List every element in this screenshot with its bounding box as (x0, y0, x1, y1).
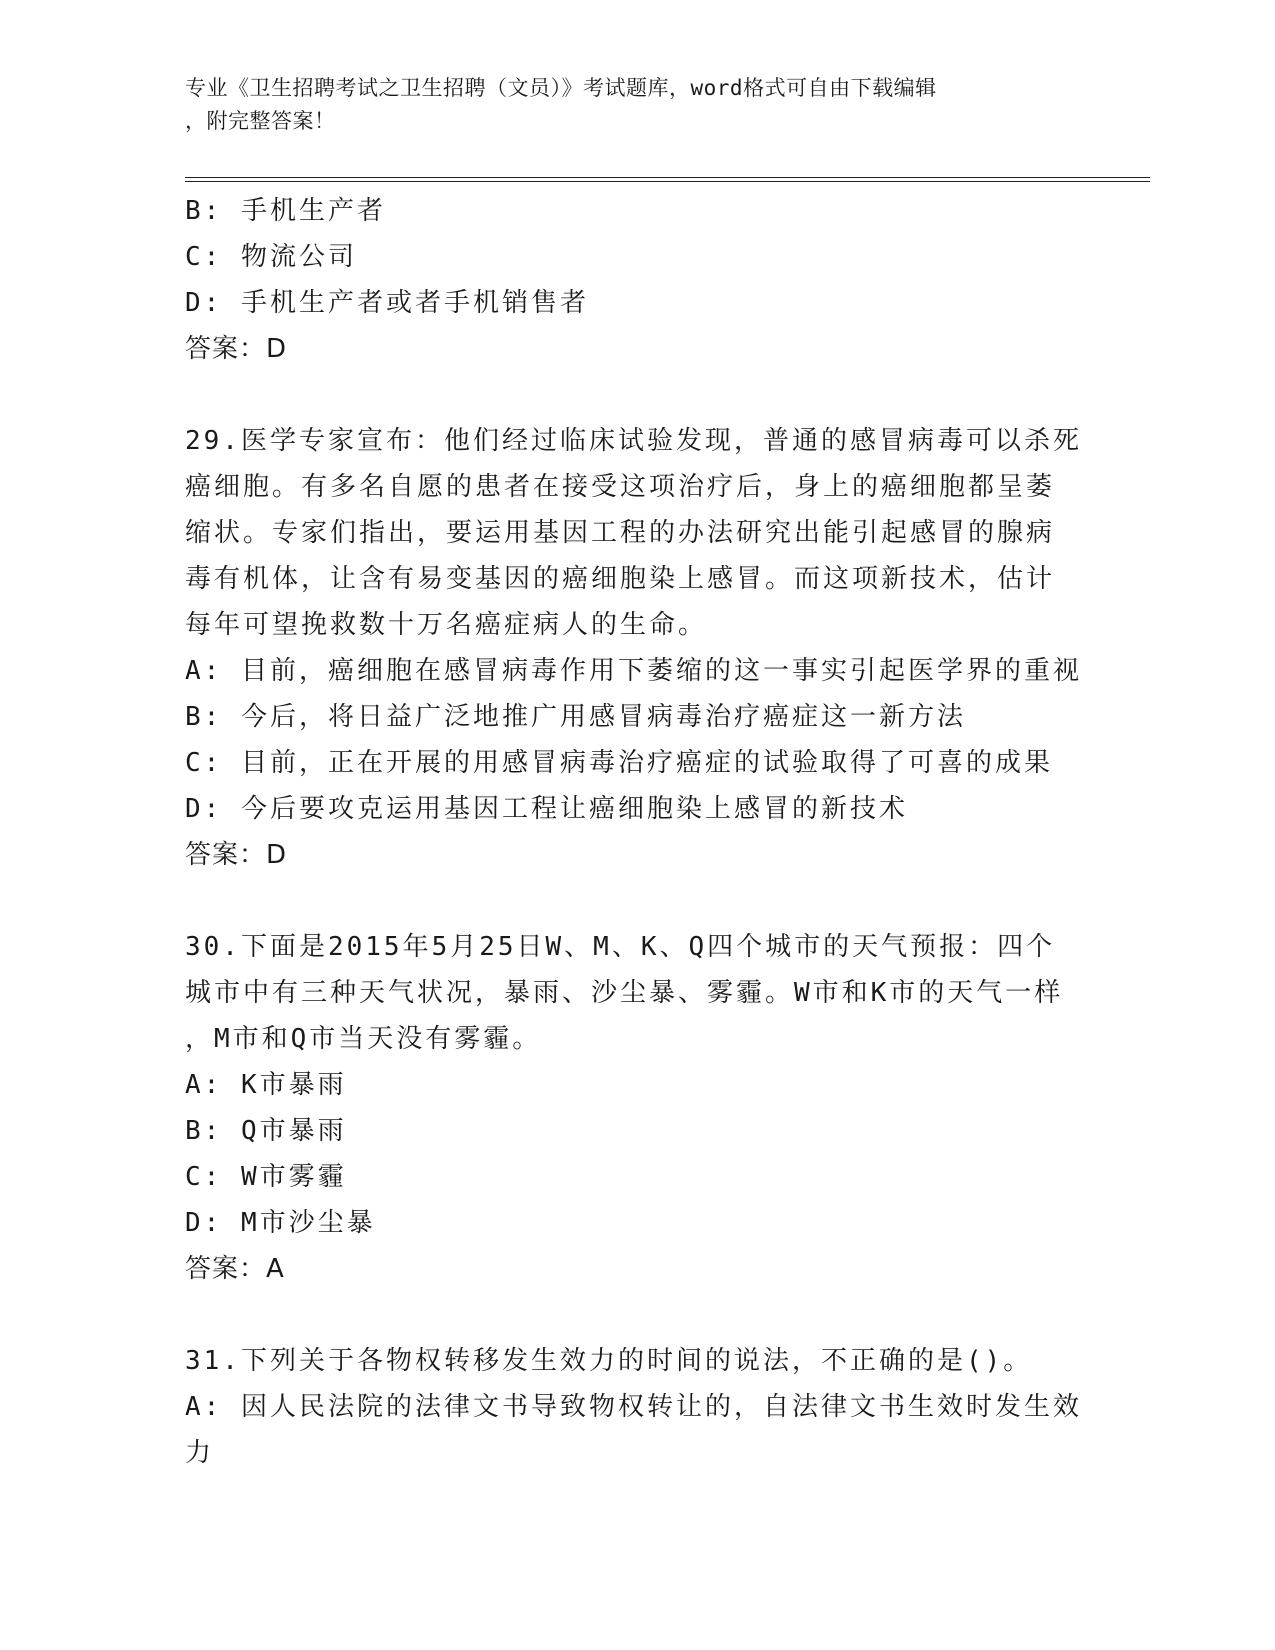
option-c: C: 目前，正在开展的用感冒病毒治疗癌症的试验取得了可喜的成果 (185, 748, 1053, 778)
option-d: D: 今后要攻克运用基因工程让癌细胞染上感冒的新技术 (185, 794, 908, 824)
header-divider-bottom (185, 181, 1150, 182)
question-stem-line: 毒有机体，让含有易变基因的癌细胞染上感冒。而这项新技术，估计 (185, 564, 1056, 594)
question-31 (185, 1338, 1085, 1476)
option-b: B: 今后，将日益广泛地推广用感冒病毒治疗癌症这一新方法 (185, 702, 966, 732)
option-a-continued: 力 (185, 1438, 215, 1468)
document-header (185, 72, 1065, 138)
document-body (185, 188, 1085, 1476)
answer: 答案：D (185, 334, 288, 364)
option-c: C: W市雾霾 (185, 1162, 347, 1192)
spacer (185, 878, 1085, 924)
question-stem-line: 30.下面是2015年5月25日W、M、K、Q四个城市的天气预报：四个 (185, 932, 1056, 962)
option-b: B: Q市暴雨 (185, 1116, 347, 1146)
option-d: D: 手机生产者或者手机销售者 (185, 288, 589, 318)
header-line-1: 专业《卫生招聘考试之卫生招聘（文员）》考试题库，word格式可自由下载编辑 (185, 76, 937, 100)
question-stem-line: 29.医学专家宣布：他们经过临床试验发现，普通的感冒病毒可以杀死 (185, 426, 1082, 456)
spacer (185, 372, 1085, 418)
question-stem-line: 31.下列关于各物权转移发生效力的时间的说法，不正确的是()。 (185, 1346, 1033, 1376)
option-d: D: M市沙尘暴 (185, 1208, 376, 1238)
question-stem-line: 缩状。专家们指出，要运用基因工程的办法研究出能引起感冒的腺病 (185, 518, 1056, 548)
question-stem-line: 癌细胞。有多名自愿的患者在接受这项治疗后，身上的癌细胞都呈萎 (185, 472, 1056, 502)
option-a: A: 因人民法院的法律文书导致物权转让的，自法律文书生效时发生效 (185, 1392, 1082, 1422)
question-stem-line: 每年可望挽救数十万名癌症病人的生命。 (185, 610, 708, 640)
option-a: A: 目前，癌细胞在感冒病毒作用下萎缩的这一事实引起医学界的重视 (185, 656, 1082, 686)
answer: 答案：D (185, 840, 288, 870)
option-c: C: 物流公司 (185, 242, 357, 272)
option-b: B: 手机生产者 (185, 196, 386, 226)
question-30 (185, 924, 1085, 1292)
question-28 (185, 188, 1085, 372)
question-29 (185, 418, 1085, 878)
option-a: A: K市暴雨 (185, 1070, 347, 1100)
question-stem-line: ，M市和Q市当天没有雾霾。 (185, 1024, 542, 1054)
header-line-2: ，附完整答案！ (185, 109, 336, 133)
header-divider-top (185, 177, 1150, 178)
answer: 答案：A (185, 1254, 285, 1284)
spacer (185, 1292, 1085, 1338)
question-stem-line: 城市中有三种天气状况，暴雨、沙尘暴、雾霾。W市和K市的天气一样 (185, 978, 1064, 1008)
